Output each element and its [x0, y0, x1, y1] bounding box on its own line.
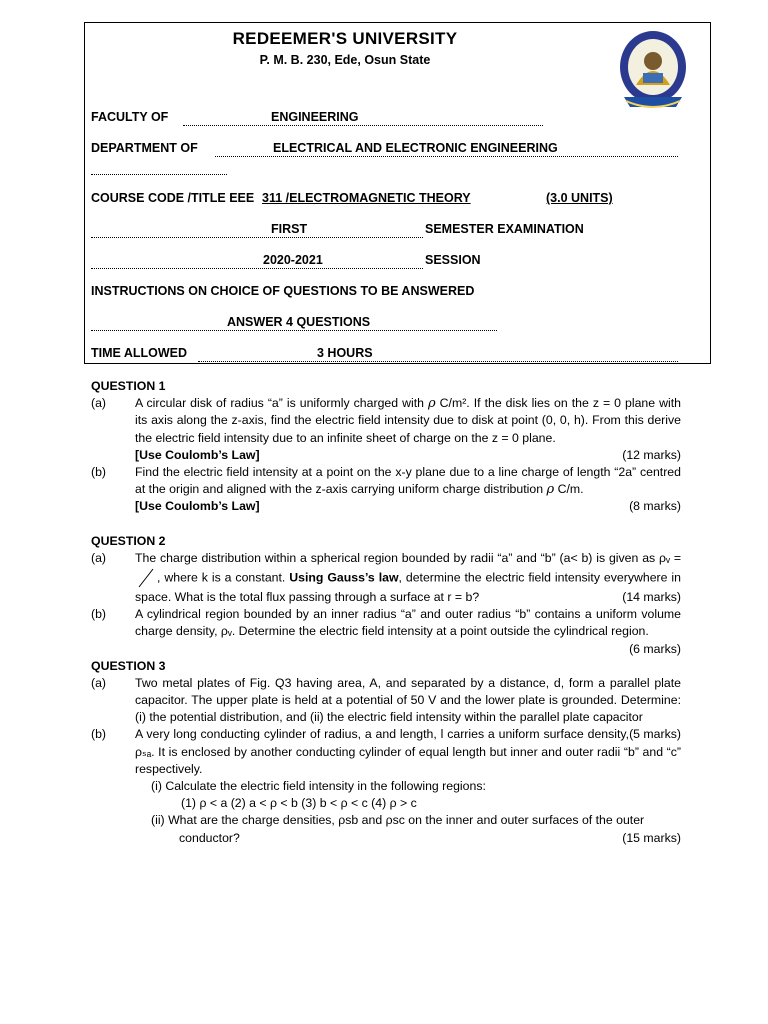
rho-symbol: ρ [546, 482, 555, 498]
semester-dotted-line [91, 237, 423, 238]
session-label: SESSION [425, 253, 481, 267]
question-3b-ii: (ii) What are the charge densities, ρsb and ρsc on the inner and outer surfaces of the outer [151, 813, 645, 828]
department-dotted-line [215, 156, 678, 157]
course-label: COURSE CODE /TITLE EEE [91, 191, 255, 205]
question-3b [91, 726, 681, 846]
time-dotted-line [198, 361, 678, 362]
instructions-value: ANSWER 4 QUESTIONS [227, 315, 371, 329]
marks: (8 marks) [629, 499, 681, 514]
part-label: (a) [91, 396, 107, 411]
question-2-title: QUESTION 2 [91, 533, 166, 548]
university-crest-logo [616, 27, 690, 113]
question-3b-i: (i) Calculate the electric field intensity in the following regions: [151, 779, 486, 794]
question-1-title: QUESTION 1 [91, 379, 166, 393]
question-1a-hint-row [135, 447, 681, 464]
instructions-label: INSTRUCTIONS ON CHOICE OF QUESTIONS TO BE ANSWERED [91, 284, 475, 298]
session-dotted-line [91, 268, 423, 269]
question-2b-text: A cylindrical region bounded by an inner radius “a” and outer radius “b” contains a uniform volume charge density, ρᵥ. Determine the electric field intensity at a point outside the cylindrical region. (6 marks) [135, 606, 681, 640]
question-1a-text: A circular disk of radius “a” is uniformly charged with ρ C/m². If the disk lies on the z = 0 plane with its axis along the z-axis, find the electric field intensity due to disk at point (0, 0, h). From this derive the electric field intensity due to an infinite sheet of charge on the z = 0 plane. [135, 396, 681, 445]
part-label: (a) [91, 675, 107, 690]
question-3b-i-regions: (1) ρ < a (2) a < ρ < b (3) b < ρ < c (4) ρ > c [181, 796, 417, 811]
question-3b-ii-cont: conductor? (15 marks) [135, 830, 681, 847]
marks: (14 marks) [622, 590, 681, 605]
questions-section [91, 378, 681, 847]
marks: (6 marks) [629, 641, 681, 656]
gauss-law-emphasis: Using Gauss’s law [289, 570, 399, 585]
session-value: 2020-2021 [263, 253, 323, 267]
part-label: (a) [91, 550, 107, 565]
part-label: (b) [91, 607, 107, 622]
question-3-title: QUESTION 3 [91, 658, 166, 673]
marks: (15 marks) [622, 830, 681, 845]
semester-label: SEMESTER EXAMINATION [425, 222, 584, 236]
time-value: 3 HOURS [317, 346, 373, 360]
faculty-dotted-line [183, 125, 543, 126]
course-value: 311 /ELECTROMAGNETIC THEORY [262, 191, 471, 205]
question-1b-text: Find the electric field intensity at a point on the x-y plane due to a line charge of length “2a” centred at the origin and aligned with the z-axis carrying uniform charge distribution ρ C/m. [135, 465, 681, 498]
question-2a [91, 550, 681, 606]
question-2a-text: The charge distribution within a spherical region bounded by radii “a” and “b” (a< b) is given as ρᵥ = , where k is a constant. Using Gauss’s law, determine the electric field intensity everywhere in space. What is the total flux passing through a surface at r = b? (14 marks) [135, 550, 681, 606]
part-label: (b) [91, 727, 107, 742]
question-1a [91, 395, 681, 464]
hint: [Use Coulomb’s Law] [135, 447, 260, 462]
question-3a [91, 675, 681, 742]
time-label: TIME ALLOWED [91, 346, 188, 360]
instructions-dotted-line [91, 330, 497, 331]
university-name: REDEEMER'S UNIVERSITY [232, 29, 458, 48]
rho-symbol: ρ [428, 396, 436, 412]
faculty-label: FACULTY OF [91, 110, 169, 124]
faculty-value: ENGINEERING [271, 110, 359, 124]
marks: (12 marks) [622, 447, 681, 462]
exam-header-box [84, 22, 711, 364]
marks: (5 marks) [629, 727, 681, 742]
hint: [Use Coulomb’s Law] [135, 499, 260, 514]
course-units: (3.0 UNITS) [546, 191, 613, 205]
question-3b-text: A very long conducting cylinder of radius, a and length, l carries a uniform surface density, ρₛₐ. It is enclosed by another conducting cylinder of equal length but inner and outer radii “b” and “c” respectively. [135, 727, 681, 776]
university-address: P. M. B. 230, Ede, Osun State [259, 53, 431, 67]
part-label: (b) [91, 465, 107, 480]
fraction-slash-icon [135, 567, 157, 589]
question-1b [91, 464, 681, 516]
department-value: ELECTRICAL AND ELECTRONIC ENGINEERING [273, 141, 558, 155]
question-1b-hint-row [135, 498, 681, 515]
question-3a-text: Two metal plates of Fig. Q3 having area, A, and separated by a distance, d, form a parallel plate capacitor. The upper plate is held at a potential of 50 V and the lower plate is grounded. Determine: (i) the potential distribution, and (ii) the electric field intensity within the parallel plate capacitor (5 marks) [135, 675, 681, 727]
department-label: DEPARTMENT OF [91, 141, 198, 155]
question-2b [91, 606, 681, 656]
semester-value: FIRST [271, 222, 308, 236]
department-second-dotted-line [91, 174, 227, 175]
